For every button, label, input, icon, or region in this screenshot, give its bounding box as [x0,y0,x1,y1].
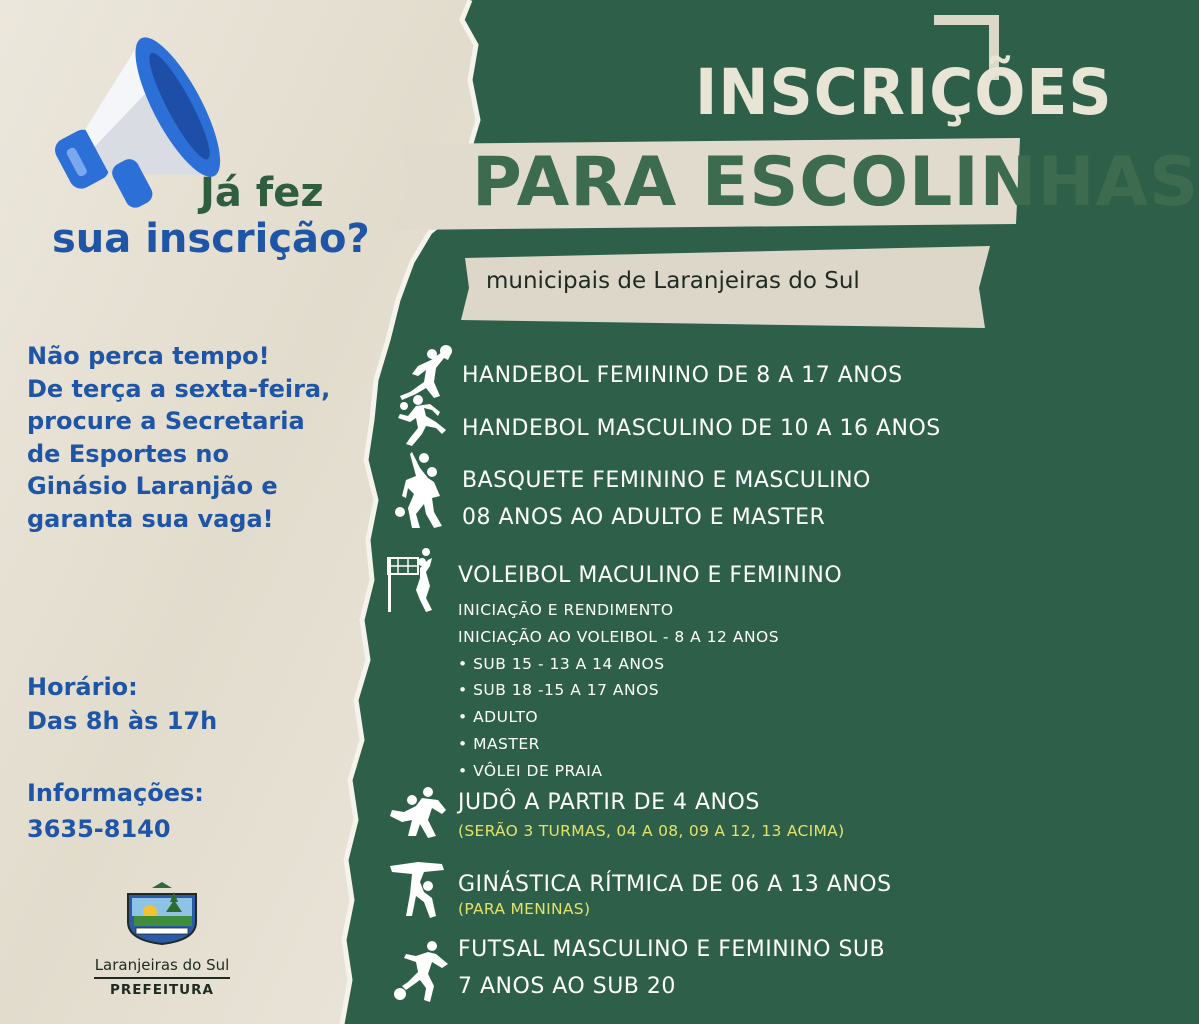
sport-handebol-masculino: HANDEBOL MASCULINO DE 10 A 16 ANOS [462,416,941,441]
hours-value: Das 8h às 17h [27,707,218,735]
volleyball-net-icon [386,548,438,614]
sport-basquete-line-1: BASQUETE FEMININO E MASCULINO [462,468,871,493]
judo-fighters-icon [388,786,450,838]
paragraph-line: garanta sua vaga! [27,504,274,533]
info-phone: 3635-8140 [27,815,171,843]
voleibol-line: • MASTER [458,734,540,753]
subtitle: municipais de Laranjeiras do Sul [486,268,860,294]
city-crest-icon [122,882,202,946]
title-line-1: INSCRIÇÕES [695,56,1113,130]
voleibol-line: • SUB 15 - 13 A 14 ANOS [458,654,665,673]
voleibol-line: • ADULTO [458,708,539,727]
paragraph-line: De terça a sexta-feira, [27,374,331,403]
sport-futsal-line-2: 7 ANOS AO SUB 20 [458,974,676,999]
question-line-1: Já fez [200,170,324,216]
sport-futsal-line-1: FUTSAL MASCULINO E FEMININO SUB [458,937,886,962]
sport-ginastica-note: (PARA MENINAS) [458,900,591,918]
paragraph-line: de Esportes no [27,439,229,468]
handball-player-icon [396,344,456,400]
logo-divider [94,977,230,979]
voleibol-line: • VÔLEI DE PRAIA [458,761,603,780]
soccer-player-icon [392,940,452,1002]
gymnast-icon [388,858,452,920]
logo-org: PREFEITURA [110,982,214,998]
basketball-players-icon [394,452,446,530]
voleibol-details [458,597,779,785]
paragraph-line: procure a Secretaria [27,407,305,435]
info-label: Informações: [27,779,204,807]
sport-basquete-line-2: 08 ANOS AO ADULTO E MASTER [462,505,826,530]
handball-player-icon [396,394,446,446]
sport-judo-note: (SERÃO 3 TURMAS, 04 A 08, 09 A 12, 13 ACIMA) [458,822,845,840]
sport-voleibol-title: VOLEIBOL MACULINO E FEMININO [458,563,843,588]
voleibol-line: INICIAÇÃO E RENDIMENTO [458,601,674,619]
voleibol-line: • SUB 18 -15 A 17 ANOS [458,681,660,700]
paragraph-line: Não perca tempo! [27,342,270,370]
title-line-2: PARA ESCOLINHAS [472,143,1199,222]
hours-label: Horário: [27,673,138,701]
paragraph-line: Ginásio Laranjão e [27,472,278,500]
info-paragraph [27,340,330,535]
sport-judo-title: JUDÔ A PARTIR DE 4 ANOS [458,790,760,815]
sport-ginastica-title: GINÁSTICA RÍTMICA DE 06 A 13 ANOS [458,872,892,897]
question-line-2: sua inscrição? [52,216,370,262]
voleibol-line: INICIAÇÃO AO VOLEIBOL - 8 A 12 ANOS [458,627,780,646]
sport-handebol-feminino: HANDEBOL FEMININO DE 8 A 17 ANOS [462,363,903,388]
logo-city: Laranjeiras do Sul [94,956,230,974]
